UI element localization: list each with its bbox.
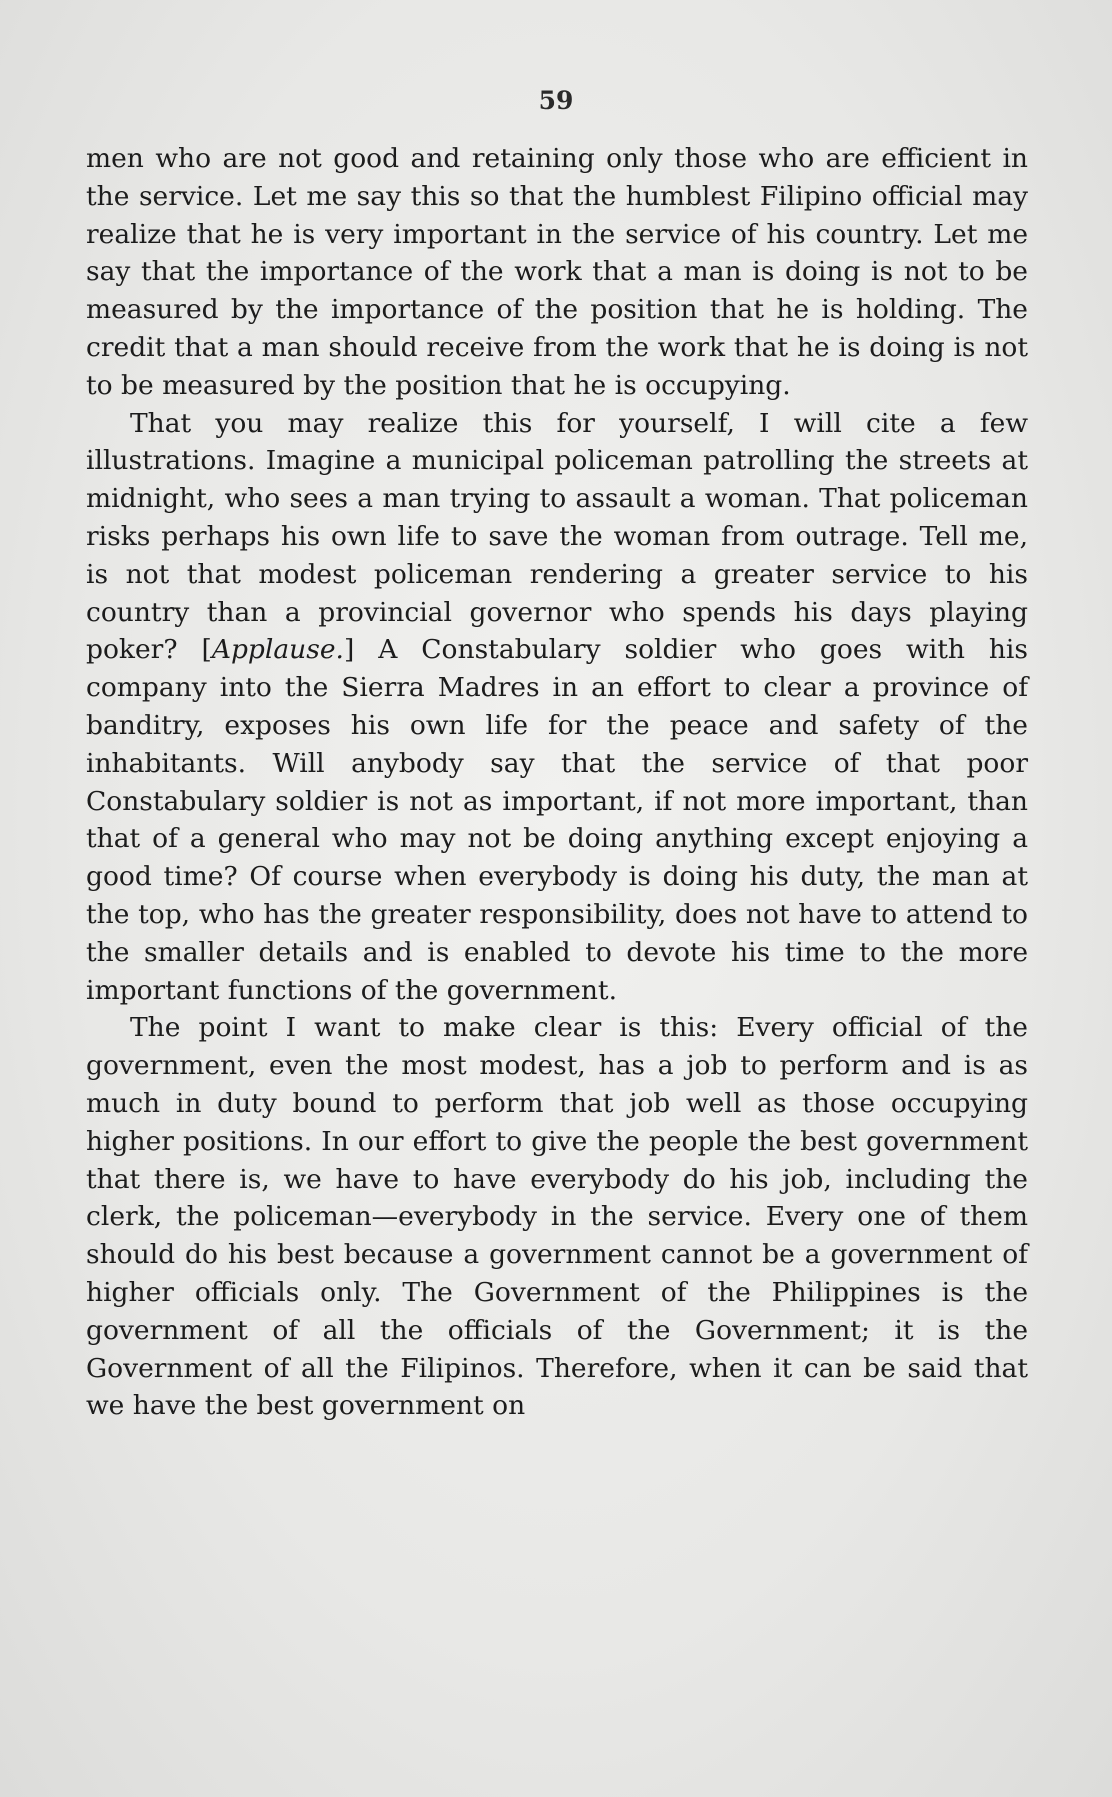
page-number: 59	[538, 86, 574, 115]
applause-note: Applause.	[211, 634, 344, 666]
paragraph-2-text-a: That you may realize this for yourself, I will cite a few illustrations. Imagine a municipal policeman patrolling the streets at midnight, who sees a man trying to assault a woman. That policeman risks perhaps his own life to save the woman from outrage. Tell me, is not that modest policeman rendering a greater service to his country than a provincial governor who spends his days playing poker? [	[86, 407, 1028, 666]
body-text	[86, 140, 1028, 1425]
paragraph-1	[86, 140, 1028, 405]
paragraph-2	[86, 405, 1028, 1010]
paragraph-2-text-b: ] A Constabulary soldier who goes with his company into the Sierra Madres in an effort to clear a province of banditry, exposes his own life for the peace and safety of the inhabitants. Will anybody say that the service of that poor Constabulary soldier is not as important, if not more important, than that of a general who may not be doing anything except enjoying a good time? Of course when everybody is doing his duty, the man at the top, who has the greater responsibility, does not have to attend to the smaller details and is enabled to devote his time to the more important functions of the government.	[86, 634, 1028, 1006]
paragraph-1-text: men who are not good and retaining only those who are efficient in the service. Let me say this so that the humblest Filipino official may realize that he is very important in the service of his country. Let me say that the importance of the work that a man is doing is not to be measured by the importance of the position that he is holding. The credit that a man should receive from the work that he is doing is not to be measured by the position that he is occupying.	[86, 143, 1028, 401]
paragraph-3	[86, 1009, 1028, 1425]
paragraph-3-text: The point I want to make clear is this: Every official of the government, even the most modest, has a job to perform and is as much in duty bound to perform that job well as those occupying higher positions. In our effort to give the people the best government that there is, we have to have everybody do his job, including the clerk, the policeman—everybody in the service. Every one of them should do his best because a government cannot be a government of higher officials only. The Government of the Philippines is the government of all the officials of the Government; it is the Government of all the Filipinos. Therefore, when it can be said that we have the best government on	[86, 1012, 1028, 1422]
